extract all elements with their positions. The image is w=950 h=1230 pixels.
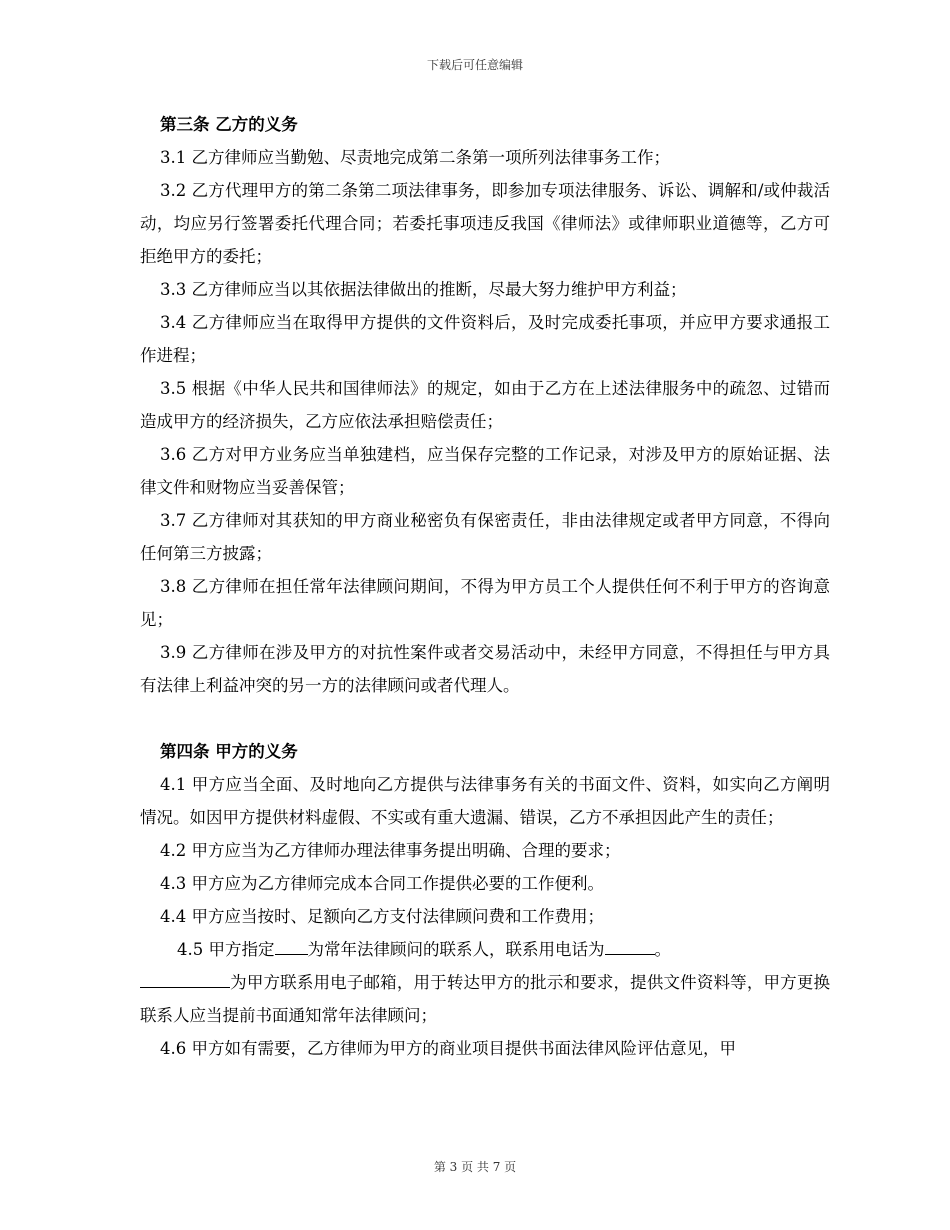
clause-4-5-continued	[140, 966, 830, 1032]
clause-3-5: 3.5 根据《中华人民共和国律师法》的规定，如由于乙方在上述法律服务中的疏忽、过错而造成甲方的经济损失，乙方应依法承担赔偿责任；	[140, 379, 830, 431]
clause-4-5-lead: 4.5 甲方指定	[177, 940, 275, 959]
section-3-title: 第三条 乙方的义务	[160, 115, 298, 134]
clause-3-8: 3.8 乙方律师在担任常年法律顾问期间，不得为甲方员工个人提供任何不利于甲方的咨询意见；	[140, 577, 830, 629]
section-spacer	[140, 702, 830, 735]
document-body	[140, 108, 830, 1065]
clause-4-1: 4.1 甲方应当全面、及时地向乙方提供与法律事务有关的书面文件、资料，如实向乙方阐明情况。如因甲方提供材料虚假、不实或有重大遗漏、错误，乙方不承担因此产生的责任；	[140, 775, 830, 827]
clause-3-1: 3.1 乙方律师应当勤勉、尽责地完成第二条第一项所列法律事务工作；	[160, 148, 670, 167]
clause-4-6: 4.6 甲方如有需要，乙方律师为甲方的商业项目提供书面法律风险评估意见，甲	[160, 1039, 736, 1058]
clause-4-3: 4.3 甲方应为乙方律师完成本合同工作提供必要的工作便利。	[160, 874, 604, 893]
clause-4-4: 4.4 甲方应当按时、足额向乙方支付法律顾问费和工作费用；	[160, 907, 604, 926]
contact-phone-blank	[605, 936, 655, 955]
clause-4-5-phone-label: 为常年法律顾问的联系人，联系用电话为	[307, 940, 605, 959]
section-4-title: 第四条 甲方的义务	[160, 742, 298, 761]
clause-4-5-email-text: 为甲方联系用电子邮箱，用于转达甲方的批示和要求，提供文件资料等，甲方更换联系人应当提前书面通知常年法律顾问；	[140, 973, 830, 1025]
clause-3-7: 3.7 乙方律师对其获知的甲方商业秘密负有保密责任，非由法律规定或者甲方同意，不得向任何第三方披露；	[140, 511, 830, 563]
clause-3-4: 3.4 乙方律师应当在取得甲方提供的文件资料后，及时完成委托事项，并应甲方要求通报工作进程；	[140, 313, 830, 365]
clause-4-5	[140, 933, 830, 966]
clause-4-2: 4.2 甲方应当为乙方律师办理法律事务提出明确、合理的要求；	[160, 841, 621, 860]
contact-email-blank	[140, 969, 230, 988]
page-footer: 第 3 页 共 7 页	[433, 1160, 517, 1174]
contact-person-blank	[275, 936, 308, 955]
clause-3-2: 3.2 乙方代理甲方的第二条第二项法律事务，即参加专项法律服务、诉讼、调解和/或仲裁活动，均应另行签署委托代理合同；若委托事项违反我国《律师法》或律师职业道德等，乙方可拒绝甲方的委托；	[140, 181, 830, 266]
clause-3-6: 3.6 乙方对甲方业务应当单独建档，应当保存完整的工作记录，对涉及甲方的原始证据、法律文件和财物应当妥善保管；	[140, 445, 830, 497]
clause-3-3: 3.3 乙方律师应当以其依据法律做出的推断，尽最大努力维护甲方利益；	[160, 280, 687, 299]
page-header: 下载后可任意编辑	[426, 58, 523, 72]
clause-3-9: 3.9 乙方律师在涉及甲方的对抗性案件或者交易活动中，未经甲方同意，不得担任与甲方具有法律上利益冲突的另一方的法律顾问或者代理人。	[140, 643, 830, 695]
clause-4-5-period: 。	[654, 940, 671, 959]
